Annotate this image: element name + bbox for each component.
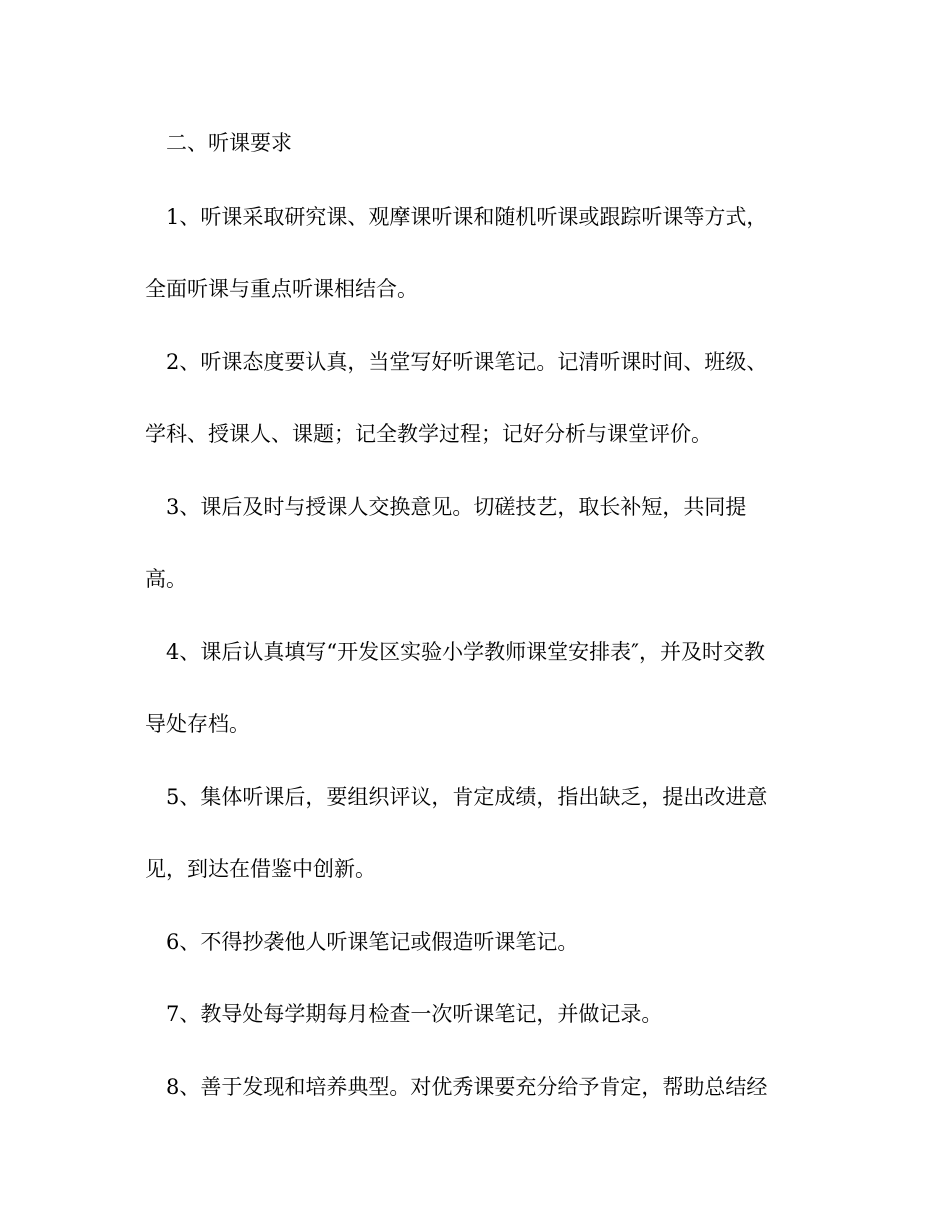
paragraph-line: 4、课后认真填写“开发区实验小学教师课堂安排表″，并及时交教	[166, 640, 765, 664]
paragraph-line: 见，到达在借鉴中创新。	[145, 857, 376, 881]
paragraph-line: 学科、授课人、课题；记全教学过程；记好分析与课堂评价。	[145, 422, 712, 446]
paragraph-line: 全面听课与重点听课相结合。	[145, 277, 418, 301]
paragraph-line: 2、听课态度要认真，当堂写好听课笔记。记清听课时间、班级、	[166, 350, 768, 374]
paragraph-line: 6、不得抄袭他人听课笔记或假造听课笔记。	[166, 930, 579, 954]
paragraph-line: 5、集体听课后，要组织评议，肯定成绩，指出缺乏，提出改进意	[166, 785, 768, 809]
paragraph-line: 3、课后及时与授课人交换意见。切磋技艺，取长补短，共同提	[166, 495, 747, 519]
paragraph-line: 8、善于发现和培养典型。对优秀课要充分给予肯定，帮助总结经	[166, 1075, 768, 1099]
paragraph-line: 高。	[145, 567, 187, 591]
section-heading: 二、听课要求	[166, 131, 292, 155]
paragraph-line: 导处存档。	[145, 712, 250, 736]
paragraph-line: 7、教导处每学期每月检查一次听课笔记，并做记录。	[166, 1002, 663, 1026]
paragraph-line: 1、听课采取研究课、观摩课听课和随机听课或跟踪听课等方式，	[166, 205, 768, 229]
